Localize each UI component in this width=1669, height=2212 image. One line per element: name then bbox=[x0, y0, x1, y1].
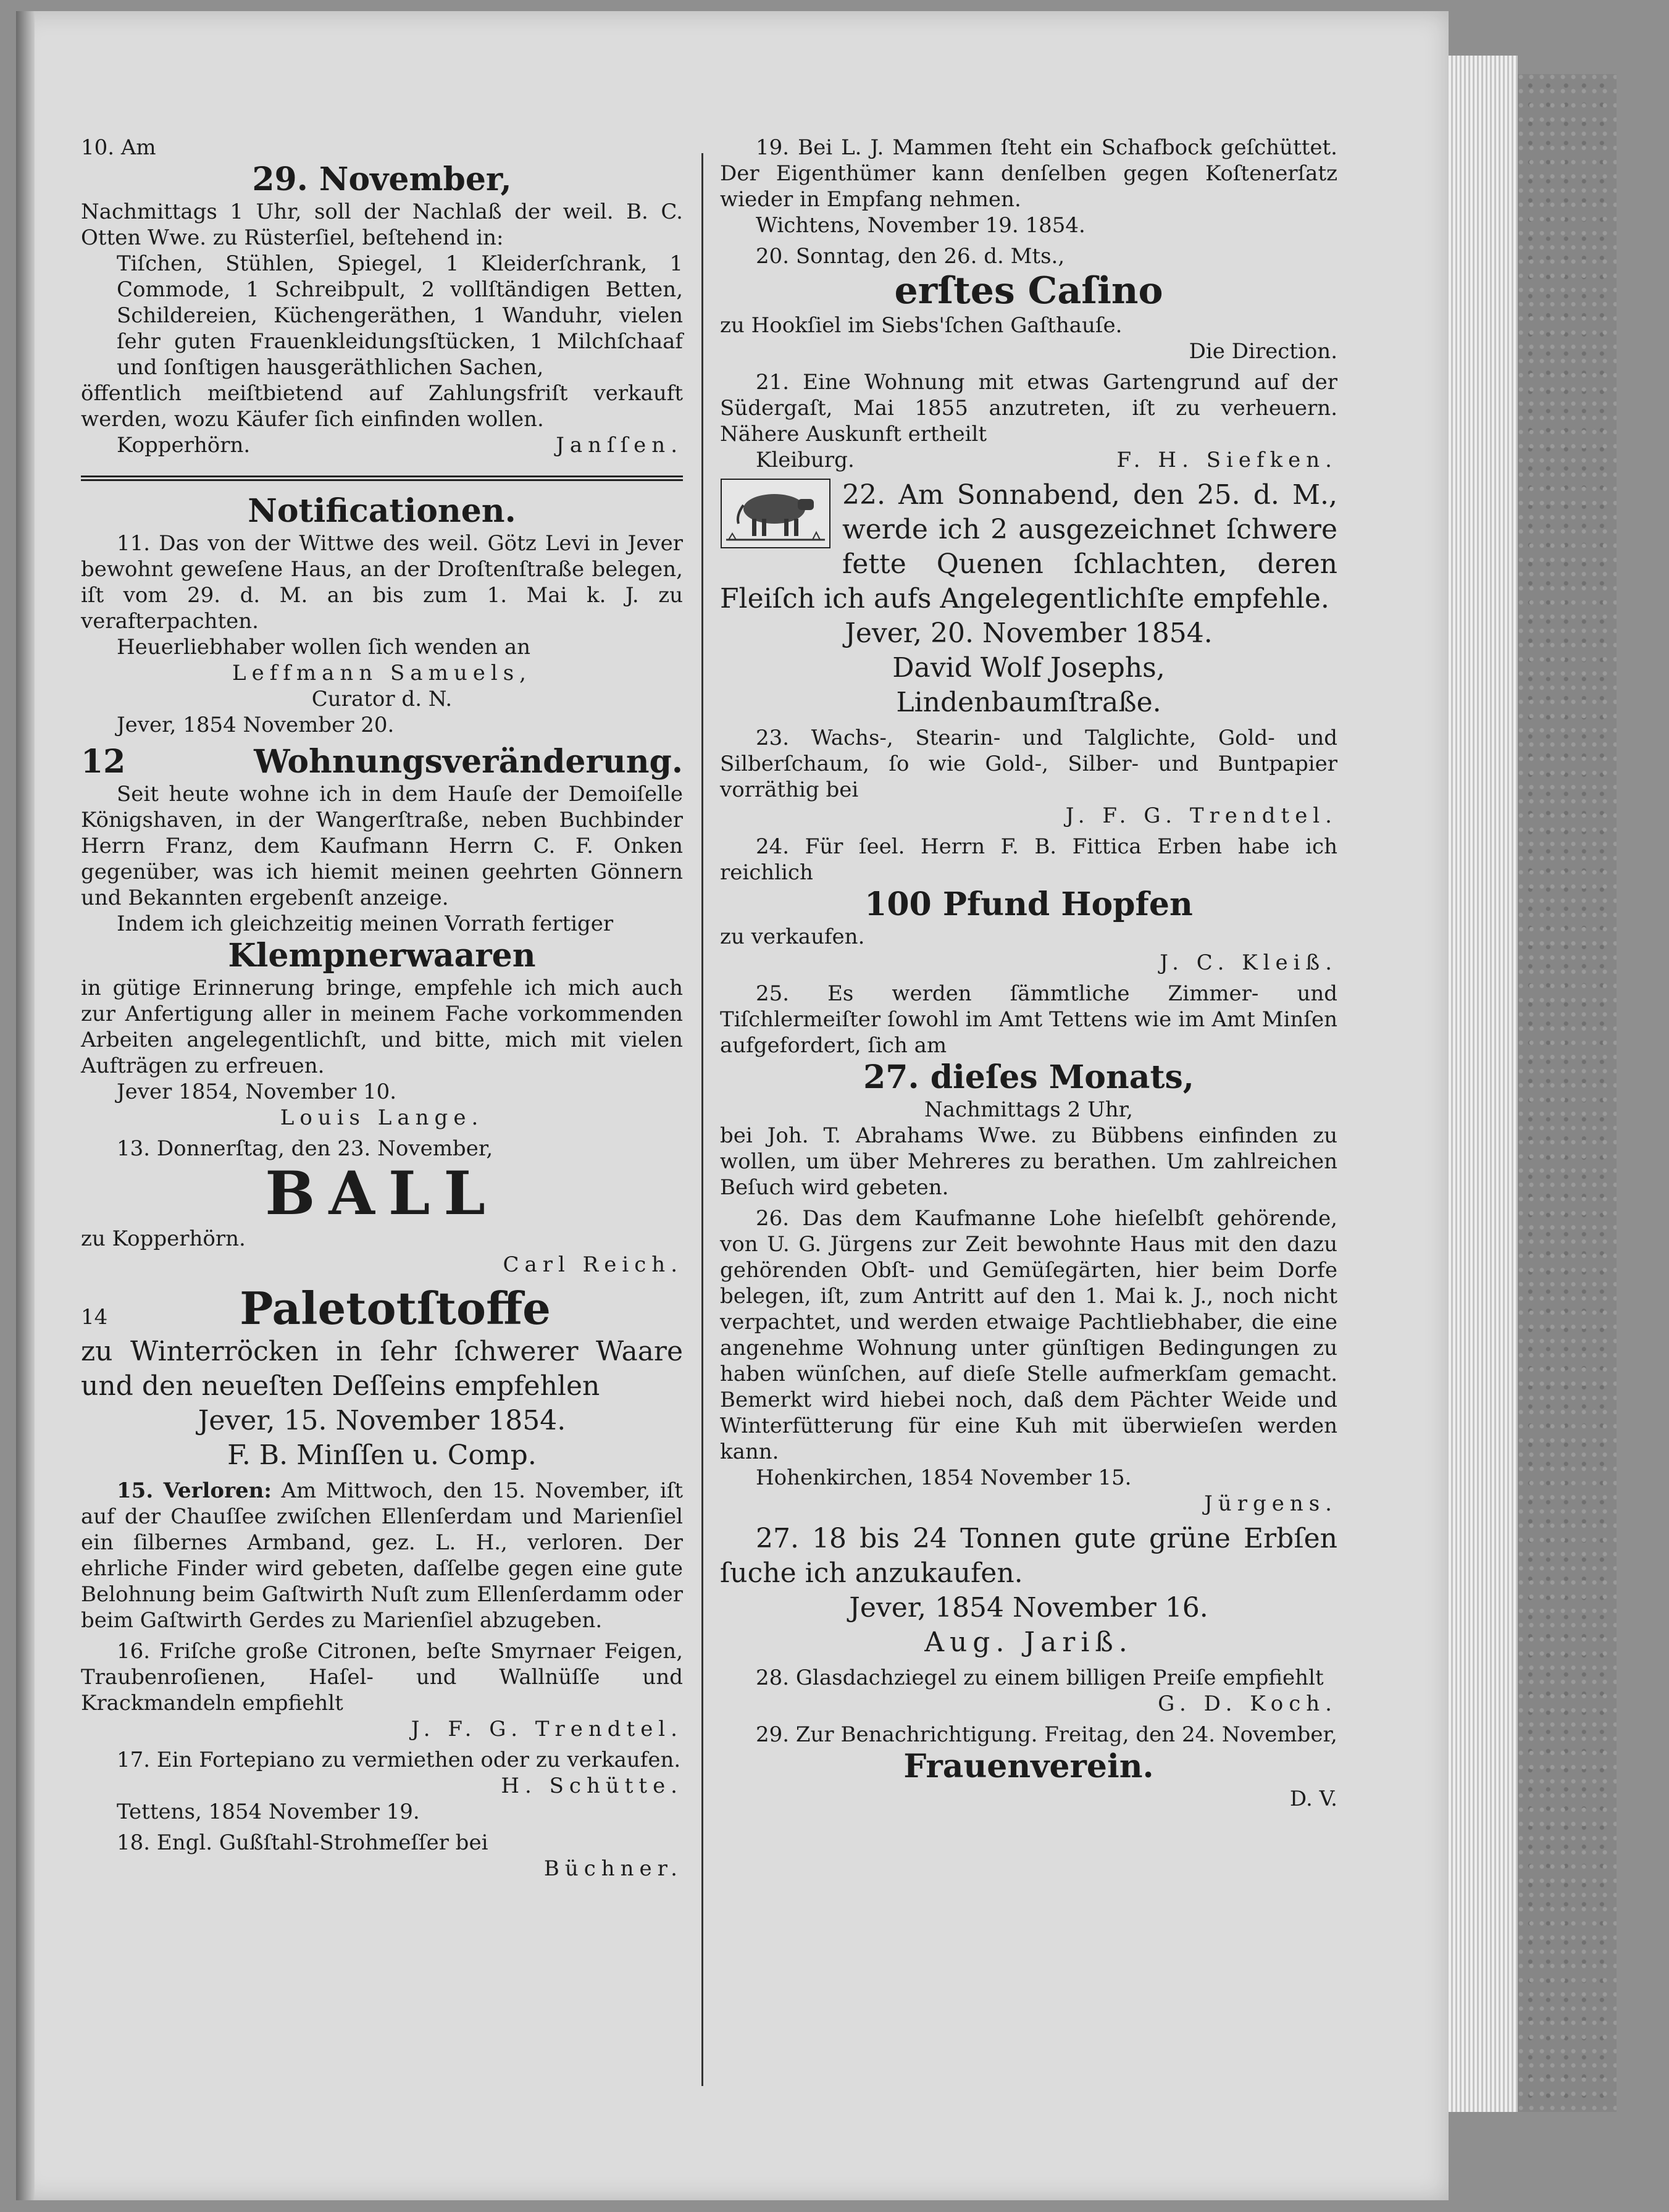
ad-21 bbox=[720, 369, 1337, 473]
ad-14-heading: Paletotſtoffe bbox=[240, 1282, 551, 1334]
ad-28-text: 28. Glasdachziegel zu einem billigen Preiſe empfiehlt bbox=[756, 1665, 1324, 1690]
ad-25-text: 25. Es werden ſämmtliche Zimmer- und Tiſchlermeiſter ſowohl im Amt Tettens wie im Amt Minſen aufgefordert, ſich am bbox=[720, 981, 1337, 1058]
ad-25-time: Nachmittags 2 Uhr, bbox=[924, 1097, 1133, 1122]
ad-26-date: Hohenkirchen, 1854 November 15. bbox=[756, 1465, 1132, 1490]
ad-23-signature: J. F. G. Trendtel. bbox=[1065, 803, 1337, 828]
ad-19-text: 19. Bei L. J. Mammen ſteht ein Schafbock geſchüttet. Der Eigenthümer kann denſelben gegen Koſtenerſatz wieder in Empfang nehmen. bbox=[720, 135, 1337, 212]
ad-10-num: 10. Am bbox=[81, 135, 156, 160]
ad-14-header bbox=[81, 1283, 683, 1334]
ad-19-date: Wichtens, November 19. 1854. bbox=[756, 213, 1085, 238]
ad-27-signature: Aug. Jariß. bbox=[924, 1627, 1133, 1658]
ad-12-text2: in gütige Erinnerung bringe, empfehle ich mich auch zur Anfertigung aller in meinem Fache vorkommenden Arbeiten angelegentlichſt, und bitte, mich mit vielen Aufträgen zu erfreuen. bbox=[81, 976, 683, 1078]
ad-25-text2: bei Joh. T. Abrahams Wwe. zu Bübbens einfinden zu wollen, um über Mehreres zu berathen. Um zahlreichen Beſuch wird gebeten. bbox=[720, 1123, 1337, 1200]
ad-14-firm: F. B. Minſſen u. Comp. bbox=[227, 1439, 537, 1471]
ad-11-text: 11. Das von der Wittwe des weil. Götz Levi in Jever bewohnt geweſene Haus, an der Droſtenſtraße belegen, iſt vom 29. d. M. an bis zum 1. Mai k. J. zu verafterpachten. bbox=[81, 531, 683, 634]
ad-18-text: 18. Engl. Gußſtahl-Strohmeſſer bei bbox=[117, 1830, 488, 1855]
book-fore-edge bbox=[1449, 56, 1518, 2112]
ad-13-heading: BALL bbox=[265, 1158, 499, 1228]
ad-17-date: Tettens, 1854 November 19. bbox=[117, 1799, 420, 1824]
ad-16-signature: J. F. G. Trendtel. bbox=[411, 1717, 683, 1741]
ad-20-heading: erſtes Caſino bbox=[894, 269, 1163, 312]
ad-29 bbox=[720, 1722, 1337, 1812]
ad-14-num: 14 bbox=[81, 1305, 108, 1330]
ad-10-list: Tiſchen, Stühlen, Spiegel, 1 Kleiderſchrank, 1 Commode, 1 Schreibpult, 2 vollſtändigen Betten, Schildereien, Küchengeräthen, 1 Wanduhr, vielen ſehr guten Frauenkleidungsſtücken, 1 Milchſchaaf und ſonſtigen hausgeräthlichen Sachen, bbox=[117, 251, 683, 380]
ad-12-item: Klempnerwaaren bbox=[228, 937, 536, 974]
ad-10-heading: 29. November, bbox=[252, 161, 512, 198]
ad-12 bbox=[81, 743, 683, 1131]
ad-29-text: 29. Zur Benachrichtigung. Freitag, den 24. November, bbox=[756, 1722, 1337, 1747]
ad-21-signature: F. H. Siefken. bbox=[1116, 448, 1337, 472]
ad-13 bbox=[81, 1136, 683, 1278]
ad-14-date: Jever, 15. November 1854. bbox=[198, 1405, 566, 1436]
ad-10-footer bbox=[81, 432, 683, 458]
ad-26-signature: Jürgens. bbox=[1204, 1491, 1337, 1516]
left-column bbox=[81, 135, 683, 1887]
ad-27-text: 27. 18 bis 24 Tonnen gute grüne Erbſen ſuche ich anzukaufen. bbox=[720, 1523, 1337, 1589]
ad-15-text bbox=[81, 1478, 683, 1633]
ad-22-text: 22. Am Sonnabend, den 25. d. M., werde ich 2 ausgezeichnet ſchwere fette Quenen ſchlachten, deren Fleiſch ich aufs Angelegentlichſte empfehle. bbox=[720, 479, 1337, 614]
ad-14-body: zu Winterröcken in ſehr ſchwerer Waare und den neueſten Deſſeins empfehlen bbox=[81, 1336, 683, 1402]
ad-22 bbox=[720, 478, 1337, 720]
ad-13-signature: Carl Reich. bbox=[503, 1252, 683, 1277]
marbled-cover-board bbox=[1518, 74, 1617, 2112]
ad-10-body: Nachmittags 1 Uhr, soll der Nachlaß der weil. B. C. Otten Wwe. zu Rüsterſiel, beſtehend in: bbox=[81, 199, 683, 250]
ad-24-heading: 100 Pfund Hopfen bbox=[864, 886, 1193, 923]
ad-12-num: 12 bbox=[81, 743, 126, 781]
ad-24-signature: J. C. Kleiß. bbox=[1160, 950, 1337, 975]
ad-12-heading: Wohnungsveränderung. bbox=[254, 743, 683, 781]
ad-16-text: 16. Friſche große Citronen, beſte Smyrnaer Feigen, Traubenroſienen, Haſel- und Wallnüſſe und Krackmandeln empfiehlt bbox=[81, 1639, 683, 1716]
ad-27-date: Jever, 1854 November 16. bbox=[849, 1592, 1208, 1623]
ad-12-signature: Louis Lange. bbox=[280, 1105, 484, 1130]
ad-11-signature: Leffmann Samuels, bbox=[232, 661, 532, 685]
ad-26 bbox=[720, 1205, 1337, 1517]
ad-10-place: Kopperhörn. bbox=[117, 433, 251, 458]
section-rule bbox=[81, 475, 683, 481]
ad-11-line2: Heuerliebhaber wollen ſich wenden an bbox=[117, 635, 531, 660]
ad-17-text: 17. Ein Fortepiano zu vermiethen oder zu verkaufen. bbox=[117, 1748, 681, 1772]
ad-25 bbox=[720, 981, 1337, 1200]
ad-29-signature: D. V. bbox=[1289, 1787, 1337, 1811]
ad-12-line2: Indem ich gleichzeitig meinen Vorrath fertiger bbox=[117, 911, 614, 936]
ad-18 bbox=[81, 1830, 683, 1882]
ad-29-heading: Frauenverein. bbox=[903, 1748, 1154, 1785]
ad-20 bbox=[720, 243, 1337, 364]
ad-23-text: 23. Wachs-, Stearin- und Talglichte, Gold- und Silberſchaum, ſo wie Gold-, Silber- und Buntpapier vorräthig bei bbox=[720, 726, 1337, 802]
ad-13-place: zu Kopperhörn. bbox=[81, 1226, 246, 1251]
ad-26-text: 26. Das dem Kaufmanne Lohe hieſelbſt gehörende, von U. G. Jürgens zur Zeit bewohnte Haus mit den dazu gehörenden Obſt- und Gemüſegärten, hier beim Dorfe belegen, iſt, zum Antritt auf den 1. Mai k. J., noch nicht verpachtet, und werden etwaige Pachtliebhaber, die eine angenehme Wohnung unter günſtigen Bedingungen zu haben wünſchen, auf dieſe Stelle aufmerkſam gemacht. Bemerkt wird hiebei noch, daß dem Pächter Weide und Winterfütterung für eine Kuh mit überwieſen werden kann. bbox=[720, 1206, 1337, 1464]
ad-21-text: 21. Eine Wohnung mit etwas Gartengrund auf der Südergaſt, Mai 1855 anzutreten, iſt zu verheuern. Nähere Auskunft ertheilt bbox=[720, 370, 1337, 446]
newspaper-page bbox=[16, 11, 1449, 2200]
ad-28 bbox=[720, 1665, 1337, 1717]
right-column bbox=[720, 135, 1337, 1817]
ad-24-text: 24. Für ſeel. Herrn F. B. Fittica Erben habe ich reichlich bbox=[720, 834, 1337, 885]
ad-27 bbox=[720, 1522, 1337, 1660]
ad-11-date: Jever, 1854 November 20. bbox=[117, 713, 395, 737]
ad-12-date: Jever 1854, November 10. bbox=[117, 1079, 397, 1104]
ad-12-header bbox=[81, 743, 683, 781]
ad-11 bbox=[81, 530, 683, 738]
ad-10-tail: öffentlich meiſtbietend auf Zahlungsfriſt verkauft werden, wozu Käufer ſich einfinden wollen. bbox=[81, 381, 683, 432]
ad-17-signature: H. Schütte. bbox=[501, 1774, 683, 1798]
ad-21-place: Kleiburg. bbox=[756, 448, 855, 472]
ad-10-signature: Janſſen. bbox=[556, 433, 683, 458]
notificationen-heading: Notificationen. bbox=[248, 492, 516, 530]
ad-23 bbox=[720, 725, 1337, 829]
ad-15-body: Am Mittwoch, den 15. November, iſt auf der Chauſſee zwiſchen Ellenſerdam und Marienſiel ein ſilbernes Armband, gez. L. H., verloren. Der ehrliche Finder wird gebeten, daſſelbe gegen eine gute Belohnung beim Gaſtwirth Nuſt zum Ellenſerdamm oder beim Gaſtwirth Gerdes zu Marienſiel abzugeben. bbox=[81, 1478, 684, 1633]
ad-25-heading: 27. dieſes Monats, bbox=[863, 1058, 1194, 1096]
ad-21-footer bbox=[720, 447, 1337, 473]
ad-22-signature: David Wolf Josephs, bbox=[892, 652, 1165, 684]
ad-24-tail: zu verkaufen. bbox=[720, 924, 865, 949]
ad-11-signature-title: Curator d. N. bbox=[311, 687, 453, 711]
ad-17 bbox=[81, 1747, 683, 1825]
ad-10 bbox=[81, 135, 683, 458]
ad-18-signature: Büchner. bbox=[543, 1856, 683, 1881]
ad-20-place: zu Hookſiel im Siebs'ſchen Gaſthauſe. bbox=[720, 313, 1123, 338]
ad-16 bbox=[81, 1638, 683, 1742]
ad-20-signature: Die Direction. bbox=[1189, 339, 1337, 364]
ad-13-line: 13. Donnerſtag, den 23. November, bbox=[117, 1136, 493, 1161]
page-gutter bbox=[16, 11, 35, 2200]
ad-24 bbox=[720, 834, 1337, 976]
ad-12-text: Seit heute wohne ich in dem Hauſe der Demoiſelle Königshaven, in der Wangerſtraße, neben Buchbinder Herrn Franz, dem Kaufmann Herrn C. F. Onken gegenüber, was ich hiemit meinen geehrten Gönnern und Bekannten ergebenſt anzeige. bbox=[81, 782, 683, 910]
ad-28-signature: G. D. Koch. bbox=[1158, 1691, 1337, 1716]
ad-19 bbox=[720, 135, 1337, 238]
cow-woodcut-icon bbox=[720, 478, 831, 549]
ad-20-line: 20. Sonntag, den 26. d. Mts., bbox=[756, 244, 1065, 269]
column-divider bbox=[701, 153, 703, 2086]
ad-15-lead: 15. Verloren: bbox=[117, 1478, 272, 1503]
ad-22-date: Jever, 20. November 1854. bbox=[845, 618, 1213, 649]
ad-15 bbox=[81, 1478, 683, 1633]
ad-14 bbox=[81, 1283, 683, 1473]
ad-22-street: Lindenbaumſtraße. bbox=[896, 687, 1161, 718]
